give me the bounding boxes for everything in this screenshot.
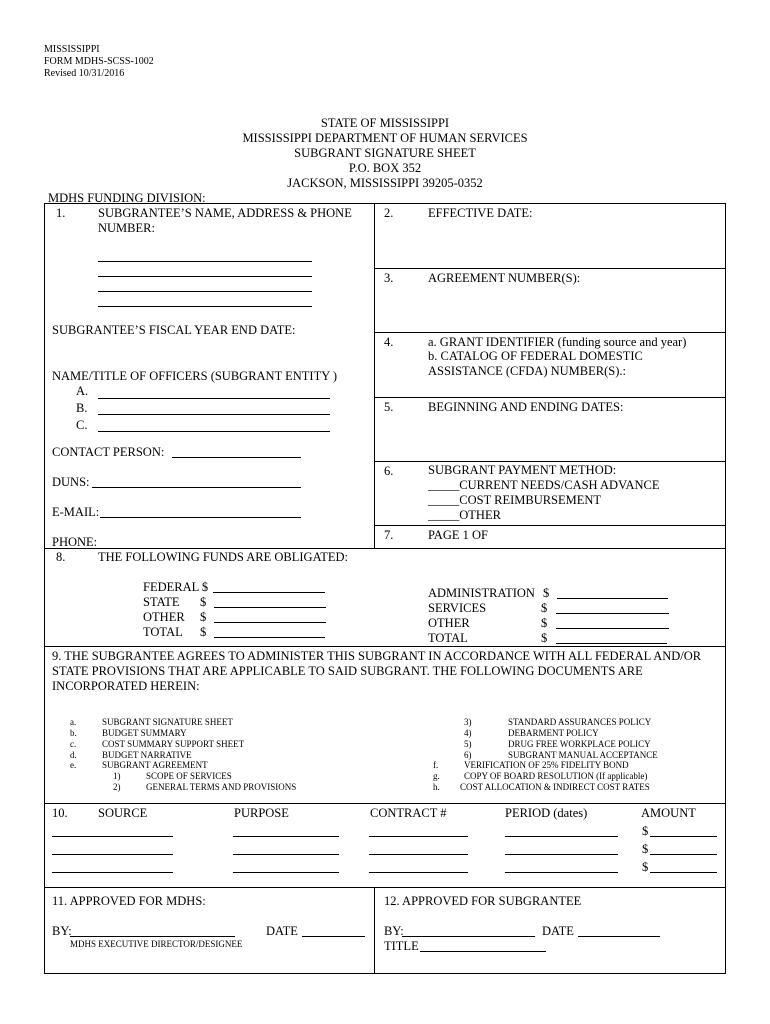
subgrantee-date-field[interactable] (578, 936, 660, 937)
federal-amount[interactable] (213, 592, 325, 593)
period-field-3[interactable] (505, 872, 618, 873)
state-amount[interactable] (214, 607, 326, 608)
purpose-field-2[interactable] (233, 854, 339, 855)
doc-item: STANDARD ASSURANCES POLICY (508, 717, 652, 727)
amount-field-1[interactable] (650, 836, 717, 837)
address-line-4[interactable] (98, 306, 312, 307)
address-line-2[interactable] (98, 276, 312, 277)
officer-b-field[interactable] (98, 414, 330, 415)
officer-a-field[interactable] (98, 398, 330, 399)
approved-mdhs-label: 11. APPROVED FOR MDHS: (52, 894, 206, 908)
purpose-field-1[interactable] (233, 836, 339, 837)
form-number: FORM MDHS-SCSS-1002 (44, 56, 154, 67)
doc-item: BUDGET NARRATIVE (102, 750, 192, 760)
agreement-number-label: AGREEMENT NUMBER(S): (428, 271, 581, 285)
email-label: E-MAIL: (52, 505, 100, 519)
source-field-2[interactable] (52, 854, 173, 855)
mdhs-signature-field[interactable] (70, 936, 235, 937)
dates-label: BEGINNING AND ENDING DATES: (428, 400, 624, 414)
payment-option-other[interactable]: _____OTHER (428, 508, 501, 522)
mdhs-director-caption: MDHS EXECUTIVE DIRECTOR/DESIGNEE (70, 939, 243, 949)
purpose-header: PURPOSE (234, 806, 289, 820)
other-services-amount[interactable] (556, 628, 669, 629)
mdhs-date-field[interactable] (302, 936, 365, 937)
subgrantee-title-field[interactable] (420, 951, 546, 952)
doc-item: SCOPE OF SERVICES (146, 771, 232, 781)
funds-obligated-label: THE FOLLOWING FUNDS ARE OBLIGATED: (98, 550, 348, 564)
administration-amount[interactable] (557, 598, 668, 599)
total-amount[interactable] (214, 637, 325, 638)
agreement-text-2: STATE PROVISIONS THAT ARE APPLICABLE TO SAID SUBGRANT. THE FOLLOWING DOCUMENTS ARE (52, 664, 643, 678)
amount-header: AMOUNT (641, 806, 696, 820)
officers-label: NAME/TITLE OF OFFICERS (SUBGRANT ENTITY ) (52, 369, 338, 383)
doc-item: COST SUMMARY SUPPORT SHEET (102, 739, 245, 749)
doc-item: COST ALLOCATION & INDIRECT COST RATES (460, 782, 650, 792)
doc-item: SUBGRANT MANUAL ACCEPTANCE (508, 750, 658, 760)
source-field-1[interactable] (52, 836, 173, 837)
amount-field-2[interactable] (650, 854, 717, 855)
doc-item: DRUG FREE WORKPLACE POLICY (508, 739, 651, 749)
period-field-1[interactable] (505, 836, 618, 837)
subgrantee-signature-field[interactable] (402, 936, 535, 937)
title-department: MISSISSIPPI DEPARTMENT OF HUMAN SERVICES (242, 131, 528, 145)
page-count-label: PAGE 1 OF (428, 528, 488, 542)
agreement-text-3: INCORPORATED HEREIN: (52, 679, 200, 693)
doc-item: BUDGET SUMMARY (102, 728, 187, 738)
officer-c-field[interactable] (98, 431, 330, 432)
contract-field-2[interactable] (369, 854, 468, 855)
approved-subgrantee-label: 12. APPROVED FOR SUBGRANTEE (384, 894, 582, 908)
payment-method-label: SUBGRANT PAYMENT METHOD: (428, 463, 617, 477)
payment-option-cash[interactable]: _____CURRENT NEEDS/CASH ADVANCE (428, 478, 660, 492)
form-state: MISSISSIPPI (44, 44, 100, 55)
title-state: STATE OF MISSISSIPPI (320, 116, 450, 130)
source-field-3[interactable] (52, 872, 173, 873)
title-pobox: P.O. BOX 352 (348, 161, 422, 175)
grant-identifier-label: a. GRANT IDENTIFIER (funding source and year) (428, 335, 687, 349)
amount-field-3[interactable] (650, 872, 717, 873)
source-header: SOURCE (98, 806, 148, 820)
contract-header: CONTRACT # (370, 806, 447, 820)
doc-item: SUBGRANT AGREEMENT (102, 760, 208, 770)
subgrantee-name-label: SUBGRANTEE’S NAME, ADDRESS & PHONE (98, 206, 352, 220)
upper-divider (374, 203, 375, 548)
services-amount[interactable] (556, 613, 669, 614)
doc-item: COPY OF BOARD RESOLUTION (If applicable) (464, 771, 648, 781)
doc-item: SUBGRANT SIGNATURE SHEET (102, 717, 233, 727)
period-header: PERIOD (dates) (505, 806, 588, 820)
title-sheet: SUBGRANT SIGNATURE SHEET (294, 146, 476, 160)
agreement-text-1: 9. THE SUBGRANTEE AGREES TO ADMINISTER THIS SUBGRANT IN ACCORDANCE WITH ALL FEDERAL AND/OR (52, 649, 702, 663)
contract-field-3[interactable] (369, 872, 468, 873)
funding-division-label: MDHS FUNDING DIVISION: (48, 191, 206, 205)
phone-label: PHONE: (52, 535, 98, 549)
period-field-2[interactable] (505, 854, 618, 855)
contact-label: CONTACT PERSON: (52, 445, 165, 459)
form-revised: Revised 10/31/2016 (44, 68, 125, 79)
duns-label: DUNS: (52, 475, 90, 489)
purpose-field-3[interactable] (233, 872, 339, 873)
doc-item: DEBARMENT POLICY (508, 728, 599, 738)
other-amount[interactable] (214, 622, 326, 623)
total-services-amount[interactable] (556, 643, 667, 644)
doc-item: GENERAL TERMS AND PROVISIONS (146, 782, 297, 792)
contract-field-1[interactable] (369, 836, 468, 837)
payment-option-reimbursement[interactable]: _____COST REIMBURSEMENT (428, 493, 602, 507)
title-city: JACKSON, MISSISSIPPI 39205-0352 (287, 176, 483, 190)
effective-date-label: EFFECTIVE DATE: (428, 206, 533, 220)
contact-field[interactable] (172, 457, 301, 458)
address-line-1[interactable] (98, 261, 312, 262)
doc-item: VERIFICATION OF 25% FIDELITY BOND (464, 760, 629, 770)
address-line-3[interactable] (98, 291, 312, 292)
email-field[interactable] (100, 517, 301, 518)
duns-field[interactable] (92, 487, 301, 488)
fiscal-year-label: SUBGRANTEE’S FISCAL YEAR END DATE: (52, 323, 296, 337)
